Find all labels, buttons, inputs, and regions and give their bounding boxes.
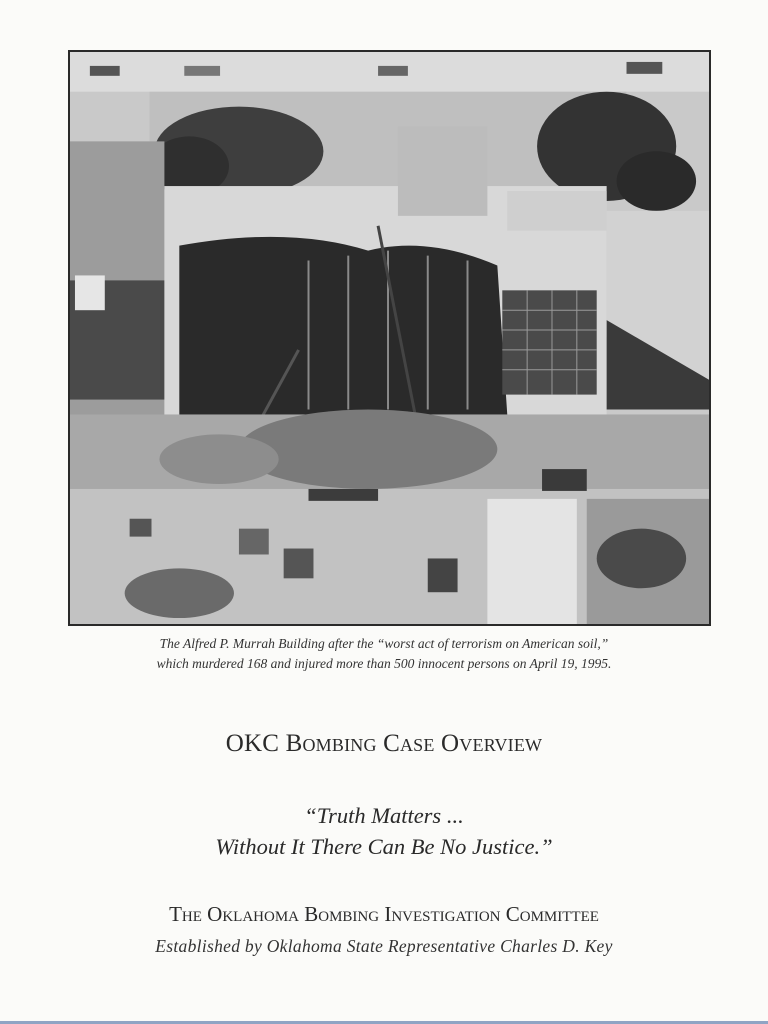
caption-line-2: which murdered 168 and injured more than 500 innocent persons on April 19, 1995. xyxy=(156,656,612,671)
quote-line-1: “Truth Matters ... xyxy=(304,803,464,828)
photo-caption xyxy=(60,634,708,674)
established-by: Established by Oklahoma State Representative Charles D. Key xyxy=(155,936,613,956)
aerial-photo xyxy=(68,50,711,626)
page-title: OKC Bombing Case Overview xyxy=(225,730,543,757)
quote xyxy=(0,800,768,862)
caption-line-1: The Alfred P. Murrah Building after the “worst act of terrorism on American soil,” xyxy=(159,636,609,651)
committee-name: The Oklahoma Bombing Investigation Committee xyxy=(169,902,599,926)
quote-line-2: Without It There Can Be No Justice.” xyxy=(215,834,553,859)
aerial-photo-illustration xyxy=(70,52,709,624)
